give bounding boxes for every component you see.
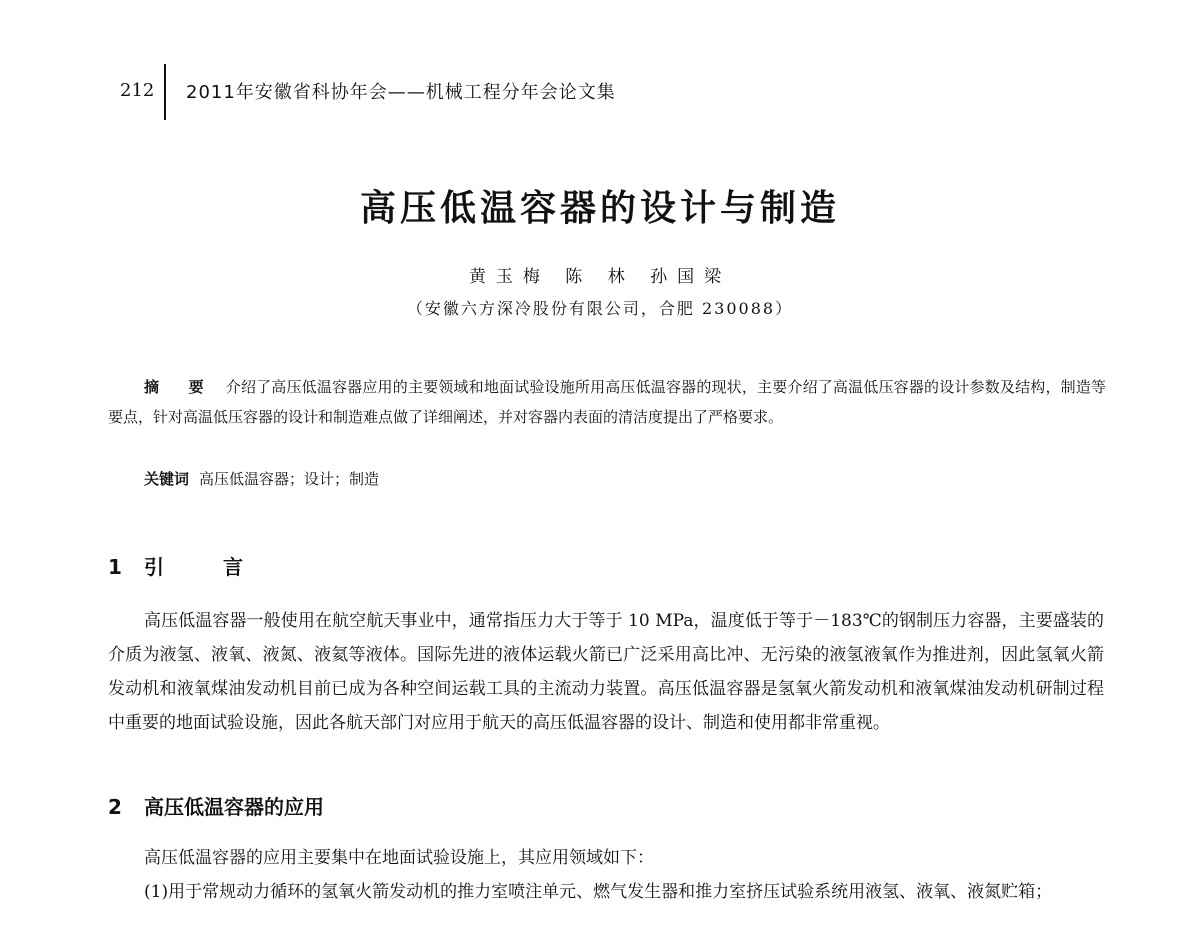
section-2-heading bbox=[108, 791, 324, 820]
keywords bbox=[144, 468, 379, 489]
abstract-text: 介绍了高压低温容器应用的主要领域和地面试验设施所用高压低温容器的现状，主要介绍了高温低压容器的设计参数及结构，制造等要点，针对高温低压容器的设计和制造难点做了详细阐述，并对容器内表面的清洁度提出了严格要求。 bbox=[108, 378, 1106, 426]
section-2-paragraph-2: (1)用于常规动力循环的氢氧火箭发动机的推力室喷注单元、燃气发生器和推力室挤压试验系统用液氢、液氧、液氮贮箱； bbox=[144, 882, 1053, 902]
section-1-title: 引 言 bbox=[144, 555, 269, 579]
abstract-label: 摘 要 bbox=[144, 378, 216, 396]
keywords-label: 关键词 bbox=[144, 470, 190, 488]
running-header bbox=[0, 60, 1200, 120]
affiliation: （安徽六方深冷股份有限公司，合肥 230088） bbox=[406, 299, 794, 318]
section-1-number: 1 bbox=[108, 555, 122, 579]
section-2-paragraph-1: 高压低温容器的应用主要集中在地面试验设施上，其应用领域如下： bbox=[144, 848, 654, 868]
abstract bbox=[108, 372, 1106, 432]
page-number: 212 bbox=[120, 80, 155, 101]
paper-title: 高压低温容器的设计与制造 bbox=[359, 188, 840, 229]
section-1-heading bbox=[108, 551, 269, 580]
journal-title: 2011年安徽省科协年会——机械工程分年会论文集 bbox=[186, 82, 616, 103]
authors: 黄玉梅 陈 林 孙国梁 bbox=[468, 267, 732, 287]
section-1-paragraph: 高压低温容器一般使用在航空航天事业中，通常指压力大于等于 10 MPa，温度低于等于－183℃的钢制压力容器，主要盛装的介质为液氢、液氧、液氮、液氦等液体。国际先进的液体运载火箭已广泛采用高比冲、无污染的液氢液氧作为推进剂，因此氢氧火箭发动机和液氧煤油发动机目前已成为各种空间运载工具的主流动力装置。高压低温容器是氢氧火箭发动机和液氧煤油发动机研制过程中重要的地面试验设施，因此各航天部门对应用于航天的高压低温容器的设计、制造和使用都非常重视。 bbox=[108, 611, 1104, 733]
keywords-text: 高压低温容器；设计；制造 bbox=[199, 470, 380, 488]
header-divider bbox=[164, 64, 166, 120]
section-2-number: 2 bbox=[108, 795, 122, 819]
section-2-title: 高压低温容器的应用 bbox=[144, 795, 324, 819]
